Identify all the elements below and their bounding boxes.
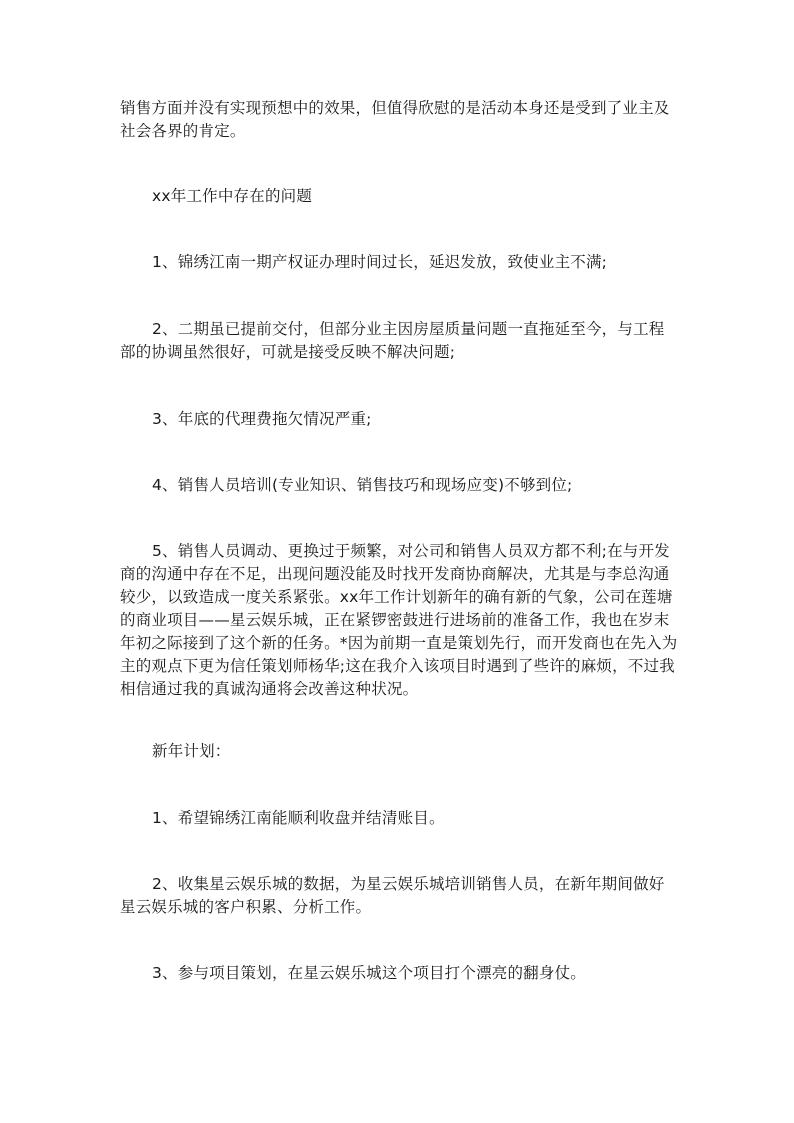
heading-new-year-plan: 新年计划： [152,742,231,760]
plan-item-1: 1、希望锦绣江南能顺利收盘并结清账目。 [152,809,445,827]
problem-item-4: 4、销售人员培训(专业知识、销售技巧和现场应变)不够到位; [152,476,573,494]
paragraph-intro: 销售方面并没有实现预想中的效果，但值得欣慰的是活动本身还是受到了业主及社会各界的肯定。 [120,99,670,140]
problem-item-1: 1、锦绣江南一期产权证办理时间过长，延迟发放，致使业主不满; [152,253,608,271]
plan-item-3: 3、参与项目策划，在星云娱乐城这个项目打个漂亮的翻身仗。 [152,964,586,982]
problem-item-3: 3、年底的代理费拖欠情况严重; [152,410,372,428]
problem-item-2: 2、二期虽已提前交付，但部分业主因房屋质量问题一直拖延至今，与工程部的协调虽然很好，可就是接受反映不解决问题; [120,320,665,361]
plan-item-2: 2、收集星云娱乐城的数据，为星云娱乐城培训销售人员，在新年期间做好星云娱乐城的客户积累、分析工作。 [120,875,665,916]
heading-problems: xx年工作中存在的问题 [152,187,313,205]
problem-item-5: 5、销售人员调动、更换过于频繁，对公司和销售人员双方都不利;在与开发商的沟通中存在不足，出现问题没能及时找开发商协商解决，尤其是与李总沟通较少，以致造成一度关系紧张。xx年工作计划新年的确有新的气象，公司在莲塘的商业项目——星云娱乐城，正在紧锣密鼓进行进场前的准备工作，我也在岁末年初之际接到了这个新的任务。*因为前期一直是策划先行，而开发商也在先入为主的观点下更为信任策划师杨华;这在我介入该项目时遇到了些许的麻烦，不过我相信通过我的真诚沟通将会改善这种状况。 [120,542,678,698]
